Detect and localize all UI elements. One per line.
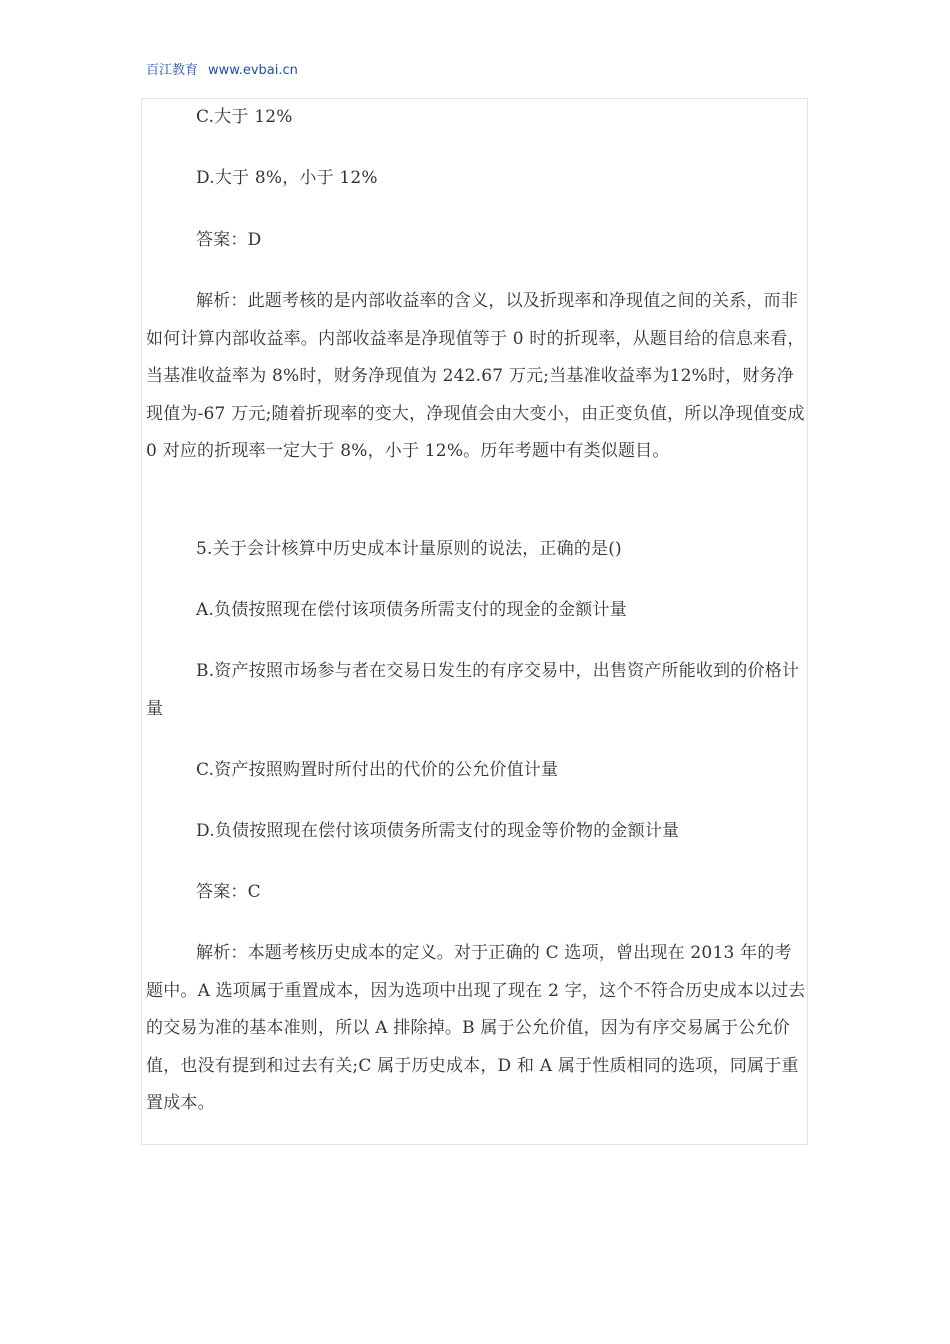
question-5-option-d: D.负债按照现在偿付该项债务所需支付的现金等价物的金额计量 [196, 821, 680, 841]
answer-previous: 答案：D [196, 230, 262, 250]
site-url[interactable]: www.evbai.cn [208, 63, 298, 78]
question-5-answer: 答案：C [196, 882, 261, 902]
option-c-previous: C.大于 12% [196, 107, 293, 127]
question-5-option-c: C.资产按照购置时所付出的代价的公允价值计量 [196, 760, 559, 780]
brand-name: 百江教育 [146, 63, 199, 78]
question-5-option-a: A.负债按照现在偿付该项债务所需支付的现金的金额计量 [196, 600, 627, 620]
question-5-option-b: B.资产按照市场参与者在交易日发生的有序交易中，出售资产所能收到的价格计量 [146, 661, 800, 719]
analysis-previous: 解析：此题考核的是内部收益率的含义，以及折现率和净现值之间的关系，而非如何计算内部收益率。内部收益率是净现值等于 0 时的折现率，从题目给的信息来看，当基准收益率为 8%时，财务净现值为 242.67 万元;当基准收益率为12%时，财务净现值为-67 万元;随着折现率的变大，净现值会由大变小，由正变负值，所以净现值变成 0 对应的折现率一定大于 8%，小于 12%。历年考题中有类似题目。 [146, 291, 805, 461]
option-d-previous: D.大于 8%，小于 12% [196, 168, 378, 188]
page-header [146, 59, 298, 78]
question-5: 5.关于会计核算中历史成本计量原则的说法，正确的是() [196, 539, 622, 559]
question-5-analysis: 解析：本题考核历史成本的定义。对于正确的 C 选项，曾出现在 2013 年的考题中。A 选项属于重置成本，因为选项中出现了现在 2 字，这个不符合历史成本以过去的交易为准的基本准则，所以 A 排除掉。B 属于公允价值，因为有序交易属于公允价值，也没有提到和过去有关;C 属于历史成本，D 和 A 属于性质相同的选项，同属于重置成本。 [146, 943, 806, 1113]
